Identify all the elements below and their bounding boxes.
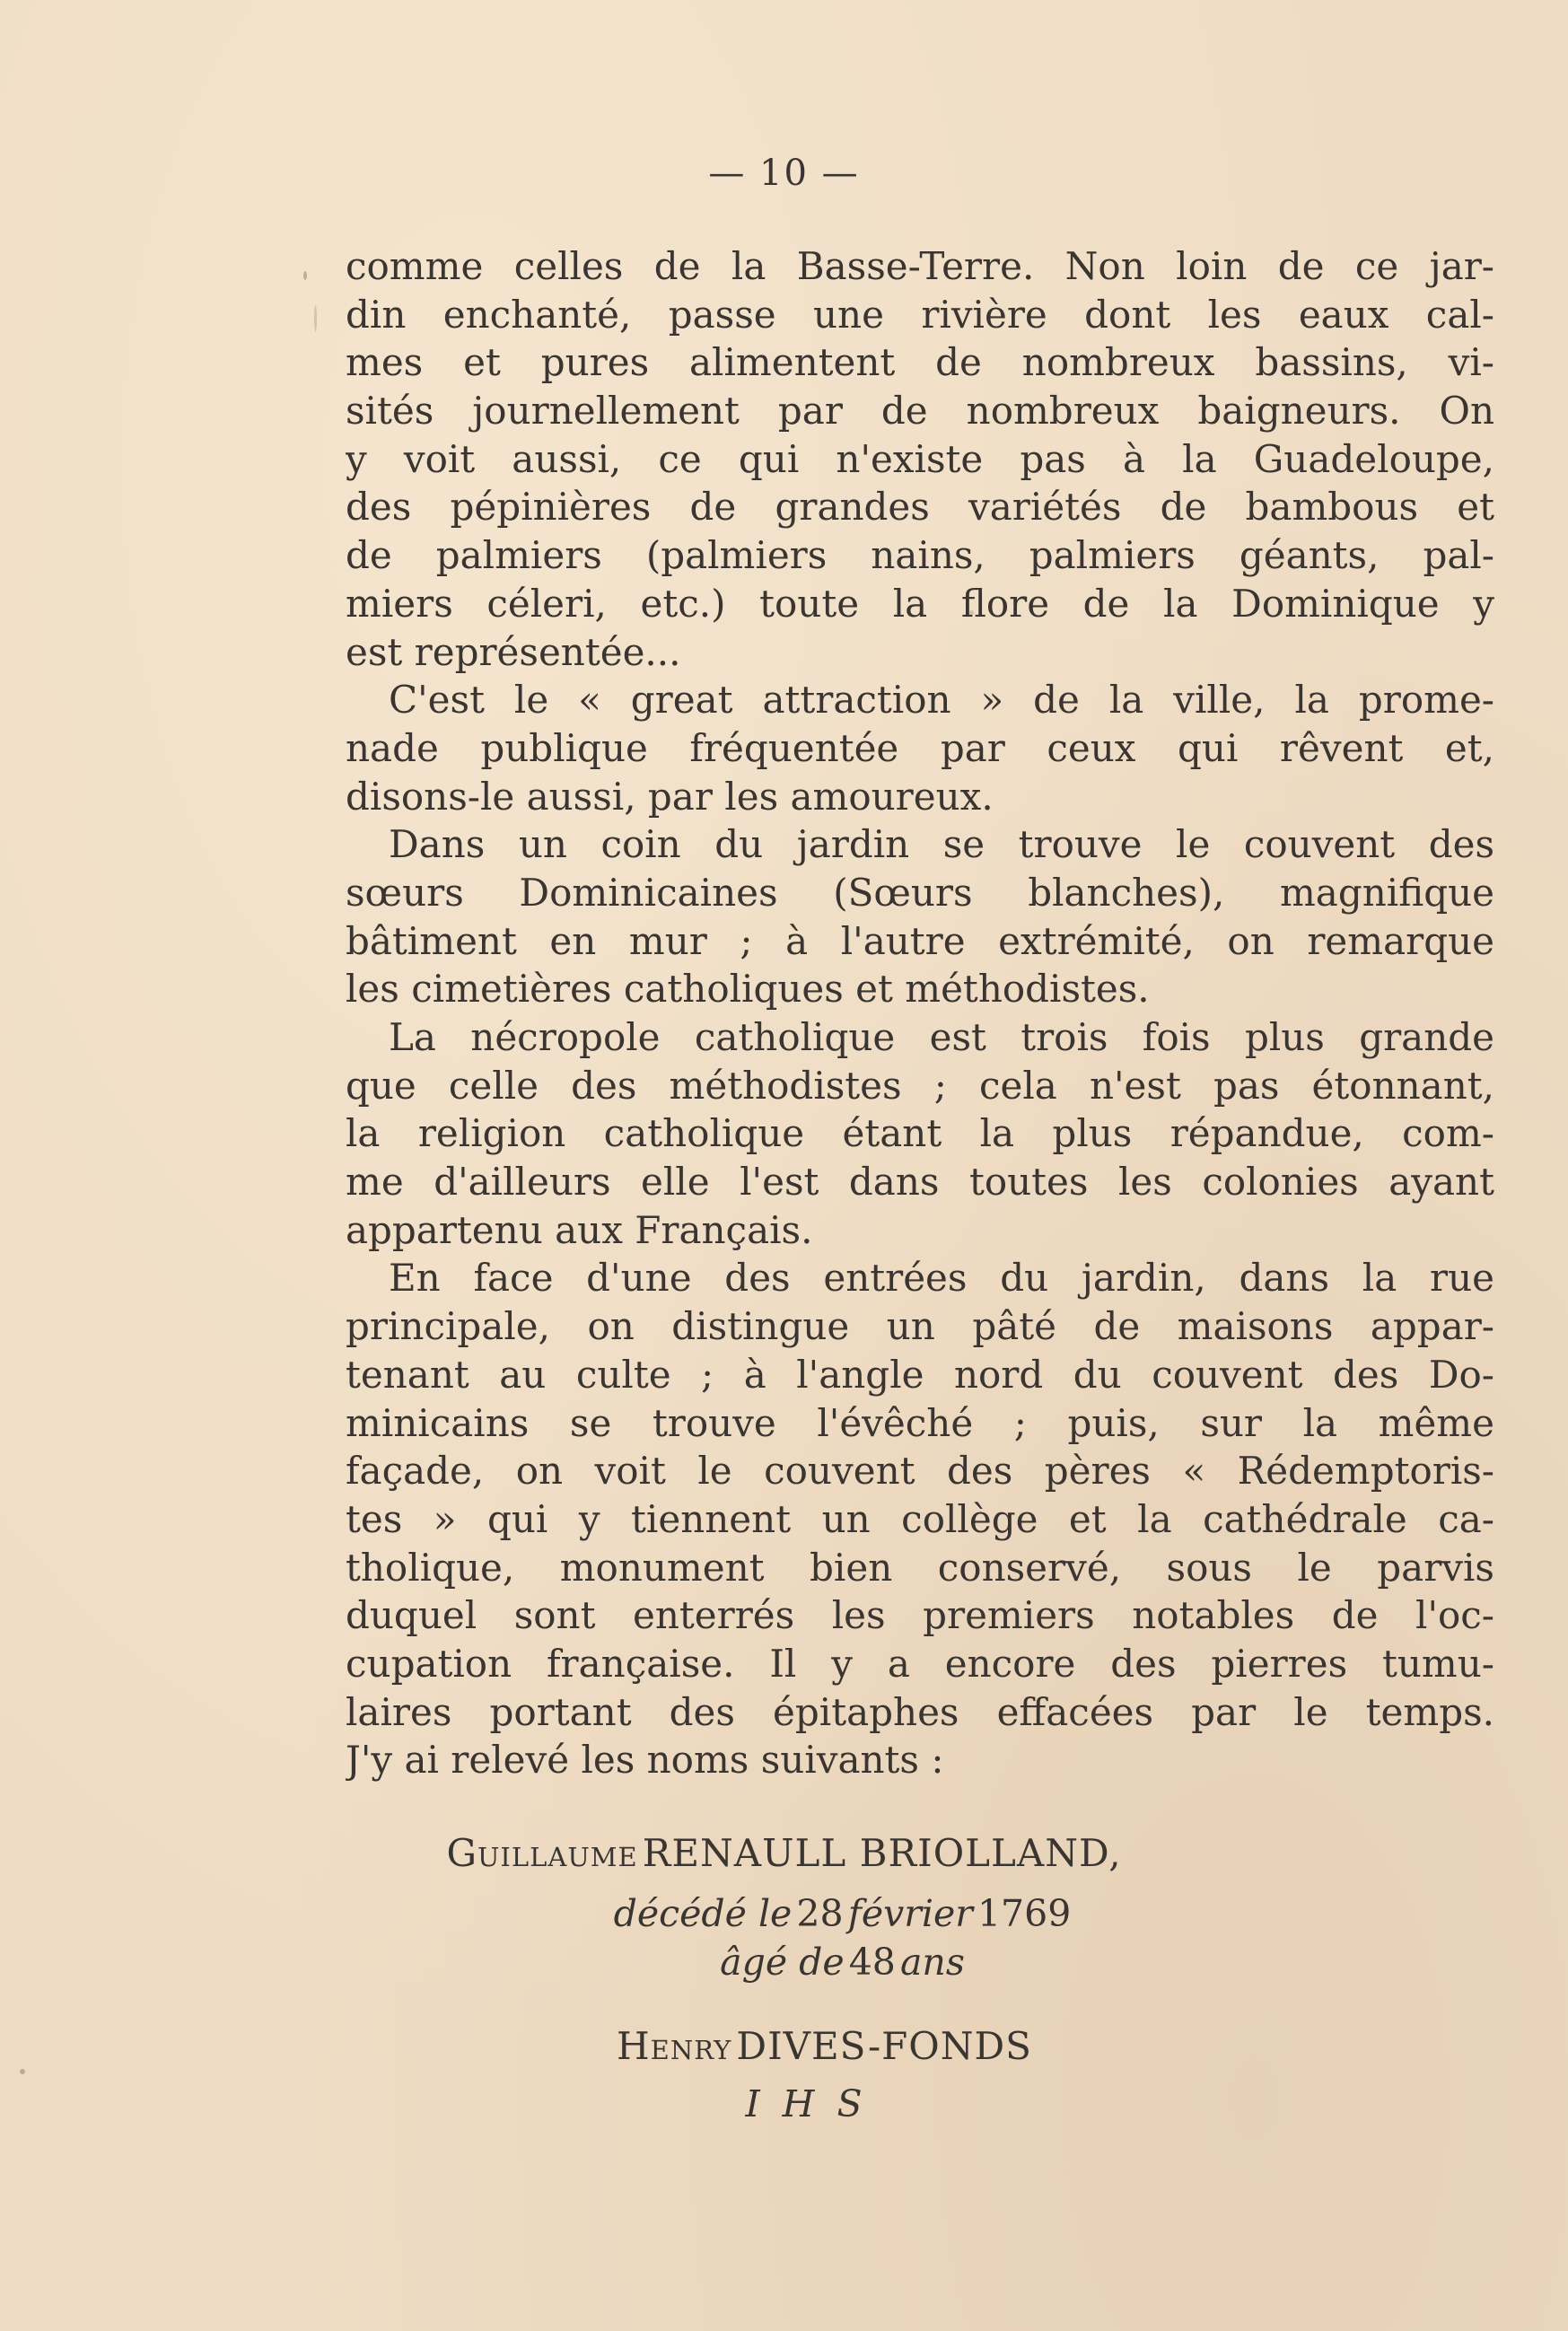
epitaph-surname: DIVES-FONDS xyxy=(736,2024,1032,2068)
paper-speck xyxy=(969,610,974,615)
text-line: duquel sont enterrés les premiers notables de l'oc- xyxy=(346,1593,1494,1638)
epitaph-2-name xyxy=(0,2024,1568,2068)
text-line: sœurs Dominicaines (Sœurs blanches), magnifique xyxy=(346,870,1494,915)
epitaph-died-month: février xyxy=(847,1892,973,1935)
text-line: des pépinières de grandes variétés de bambous et xyxy=(346,485,1494,530)
text-line: disons-le aussi, par les amoureux. xyxy=(346,774,994,819)
paragraph xyxy=(346,820,1494,1013)
text-line: y voit aussi, ce qui n'existe pas à la Guadeloupe, xyxy=(346,436,1494,481)
text-line: miers céleri, etc.) toute la flore de la Dominique y xyxy=(346,581,1494,626)
text-line: que celle des méthodistes ; cela n'est pas étonnant, xyxy=(346,1063,1494,1108)
text-line: les cimetières catholiques et méthodistes. xyxy=(346,967,1150,1012)
page-number: — 10 — xyxy=(708,153,860,194)
epitaph-age-suffix: ans xyxy=(899,1941,965,1984)
text-line: Dans un coin du jardin se trouve le couvent des xyxy=(389,822,1494,867)
text-line: de palmiers (palmiers nains, palmiers géants, pal- xyxy=(346,533,1494,578)
text-line: mes et pures alimentent de nombreux bassins, vi- xyxy=(346,340,1494,385)
text-line: sités journellement par de nombreux baigneurs. On xyxy=(346,389,1494,434)
text-line: C'est le « great attraction » de la ville, la prome- xyxy=(389,678,1494,723)
text-line: tes » qui y tiennent un collège et la cathédrale ca- xyxy=(346,1496,1494,1541)
paragraph xyxy=(346,1254,1494,1784)
text-line: laires portant des épitaphes effacées par le temps. xyxy=(346,1689,1494,1734)
epitaph-first-name: Guillaume xyxy=(446,1831,638,1875)
epitaph-monogram: I H S xyxy=(745,2082,868,2125)
epitaph-surname: RENAULL BRIOLLAND, xyxy=(642,1831,1122,1875)
paper-speck xyxy=(303,271,307,280)
text-line: La nécropole catholique est trois fois plus grande xyxy=(389,1015,1494,1059)
text-line: tholique, monument bien conservé, sous le parvis xyxy=(346,1545,1494,1590)
text-line: bâtiment en mur ; à l'autre extrémité, on remarque xyxy=(346,918,1494,963)
text-line: minicains se trouve l'évêché ; puis, sur la même xyxy=(346,1400,1494,1445)
body-text xyxy=(346,242,1494,1784)
epitaph-1-age xyxy=(0,1941,1568,1984)
text-line: cupation française. Il y a encore des pierres tumu- xyxy=(346,1641,1494,1686)
text-line: principale, on distingue un pâté de maisons appar- xyxy=(346,1304,1494,1349)
paragraph xyxy=(346,242,1494,676)
text-line: me d'ailleurs elle l'est dans toutes les colonies ayant xyxy=(346,1160,1494,1205)
paragraph xyxy=(346,676,1494,820)
epitaph-age-prefix: âgé de xyxy=(720,1941,845,1984)
paper-speck xyxy=(314,305,317,332)
text-line: nade publique fréquentée par ceux qui rêvent et, xyxy=(346,725,1494,770)
text-line: appartenu aux Français. xyxy=(346,1207,813,1252)
text-line: est représentée... xyxy=(346,629,681,674)
text-line: la religion catholique étant la plus répandue, com- xyxy=(346,1111,1494,1156)
text-line: J'y ai relevé les noms suivants : xyxy=(346,1738,944,1783)
text-line: comme celles de la Basse-Terre. Non loin de ce jar- xyxy=(346,244,1494,288)
text-line: façade, on voit le couvent des pères « Rédemptoris- xyxy=(346,1449,1494,1494)
text-line: En face d'une des entrées du jardin, dans la rue xyxy=(389,1256,1494,1301)
epitaph-first-name: Henry xyxy=(617,2024,732,2068)
text-line: tenant au culte ; à l'angle nord du couvent des Do- xyxy=(346,1352,1494,1397)
epitaph-age-number: 48 xyxy=(848,1941,896,1984)
epitaph-1-name xyxy=(0,1831,1568,1875)
epitaph-died-year: 1769 xyxy=(977,1892,1072,1935)
paper-speck xyxy=(20,2069,25,2074)
text-line: din enchanté, passe une rivière dont les eaux cal- xyxy=(346,292,1494,337)
epitaph-2-monogram xyxy=(0,2082,1568,2125)
epitaph-died-prefix: décédé le xyxy=(613,1892,793,1935)
paragraph xyxy=(346,1013,1494,1254)
epitaph-1-death-date xyxy=(0,1892,1568,1935)
epitaph-died-day: 28 xyxy=(796,1892,844,1935)
